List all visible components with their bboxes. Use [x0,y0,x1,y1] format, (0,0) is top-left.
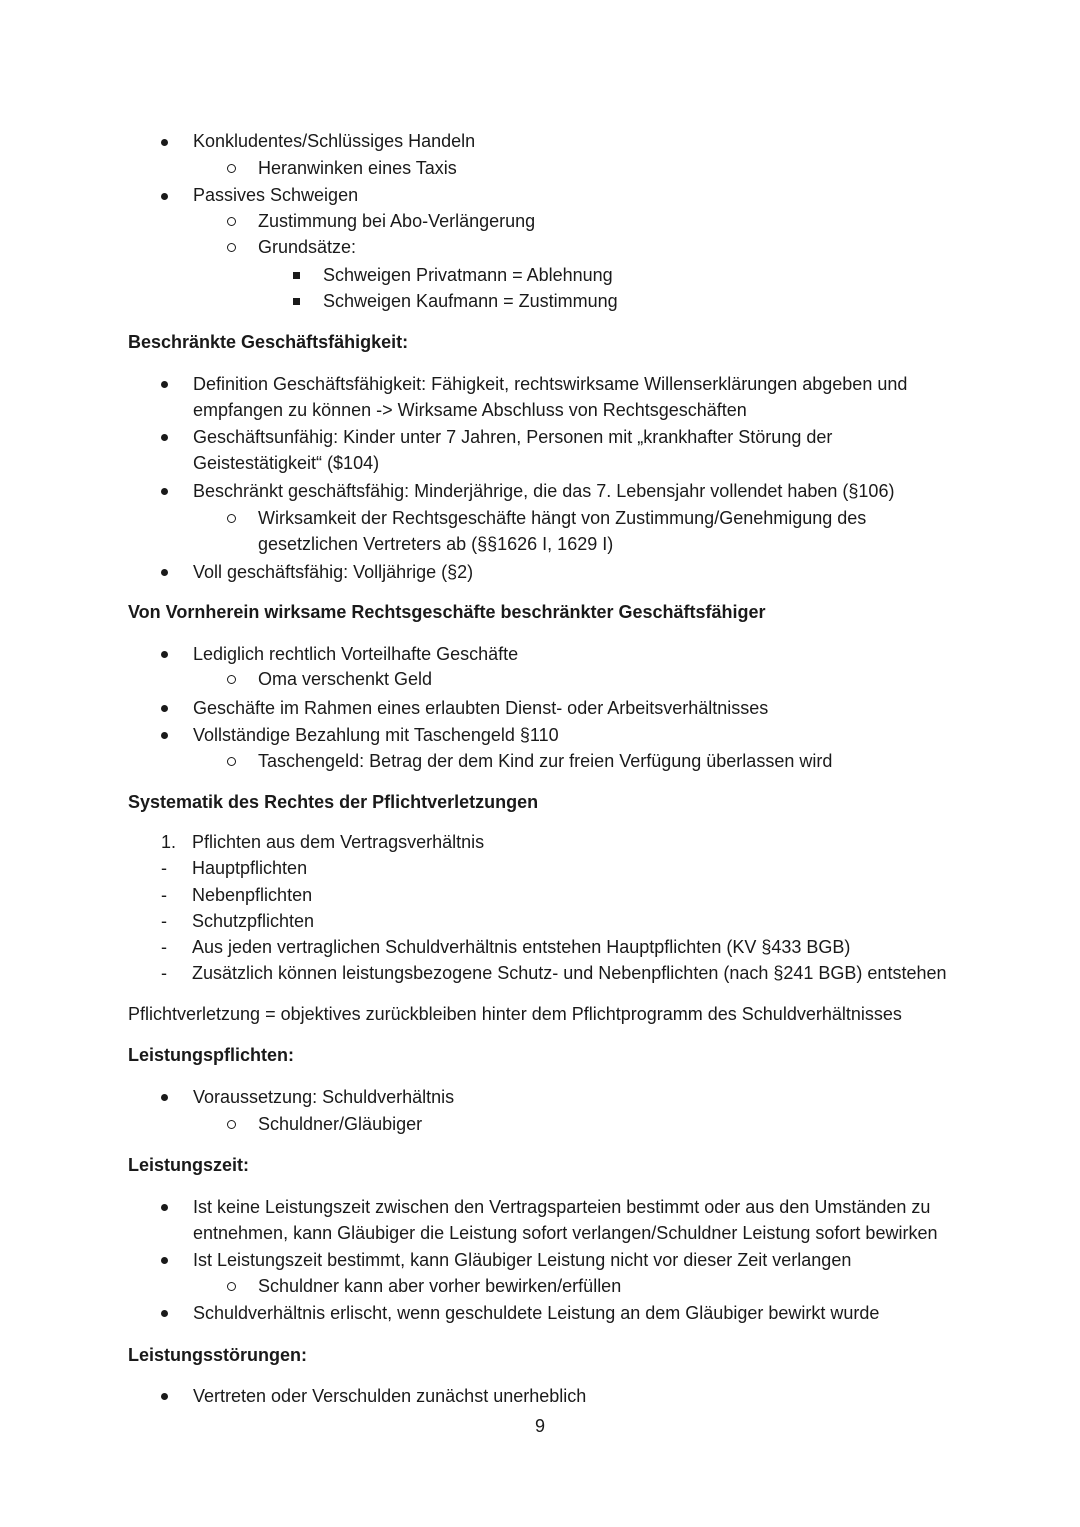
dash-item: Zusätzlich können leistungsbezogene Schutz- und Nebenpflichten (nach §241 BGB) entstehen [192,963,947,983]
dash-item: Hauptpflichten [192,858,308,878]
list-item: Beschränkt geschäftsfähig: Minderjährige, die das 7. Lebensjahr vollendet haben (§106) [193,481,895,501]
numbered-marker: 1. [161,832,177,852]
section-heading: Leistungsstörungen: [128,1345,307,1365]
list-subitem: Grundsätze: [258,237,357,257]
bullet-marker [161,559,168,585]
bullet-marker [161,641,168,667]
list-subitem-continuation: gesetzlichen Vertreters ab (§§1626 I, 1629 I) [258,534,614,554]
bullet-marker [161,424,168,450]
circle-marker [227,505,236,531]
list-subitem: Heranwinken eines Taxis [258,158,457,178]
circle-marker [227,666,236,692]
bullet-marker [161,478,168,504]
list-subitem: Schuldner kann aber vorher bewirken/erfüllen [258,1276,622,1296]
section-heading: Leistungspflichten: [128,1045,294,1065]
list-item: Geschäftsunfähig: Kinder unter 7 Jahren, Personen mit „krankhafter Störung der [193,427,833,447]
circle-marker [227,1273,236,1299]
list-subitem: Taschengeld: Betrag der dem Kind zur freien Verfügung überlassen wird [258,751,833,771]
square-marker [293,262,300,288]
list-item: Schuldverhältnis erlischt, wenn geschuldete Leistung an dem Gläubiger bewirkt wurde [193,1303,880,1323]
list-item: Voraussetzung: Schuldverhältnis [193,1087,455,1107]
section-heading: Leistungszeit: [128,1155,250,1175]
bullet-marker [161,371,168,397]
bullet-marker [161,129,168,155]
page-number: 9 [534,1416,545,1436]
list-item: Konkludentes/Schlüssiges Handeln [193,131,476,151]
list-subsubitem: Schweigen Kaufmann = Zustimmung [323,291,618,311]
square-marker [293,288,300,314]
dash-item: Nebenpflichten [192,885,313,905]
list-subitem: Wirksamkeit der Rechtsgeschäfte hängt von Zustimmung/Genehmigung des [258,508,867,528]
list-item-continuation: entnehmen, kann Gläubiger die Leistung sofort verlangen/Schuldner Leistung sofort bewirken [193,1223,938,1243]
list-item: Lediglich rechtlich Vorteilhafte Geschäfte [193,644,519,664]
numbered-item: Pflichten aus dem Vertragsverhältnis [192,832,485,852]
list-item: Passives Schweigen [193,185,359,205]
list-subitem: Zustimmung bei Abo-Verlängerung [258,211,536,231]
list-item-continuation: empfangen zu können -> Wirksame Abschluss von Rechtsgeschäften [193,400,747,420]
list-subitem: Schuldner/Gläubiger [258,1114,423,1134]
list-item-continuation: Geistestätigkeit“ ($104) [193,453,380,473]
dash-item: Schutzpflichten [192,911,315,931]
list-item: Definition Geschäftsfähigkeit: Fähigkeit, rechtswirksame Willenserklärungen abgeben und [193,374,908,394]
list-subitem: Oma verschenkt Geld [258,669,433,689]
dash-item: Aus jeden vertraglichen Schuldverhältnis entstehen Hauptpflichten (KV §433 BGB) [192,937,851,957]
list-item: Vertreten oder Verschulden zunächst unerheblich [193,1386,587,1406]
list-item: Geschäfte im Rahmen eines erlaubten Dienst- oder Arbeitsverhältnisses [193,698,769,718]
dash-marker: - [161,885,167,905]
paragraph: Pflichtverletzung = objektives zurückbleiben hinter dem Pflichtprogramm des Schuldverhältnisses [128,1004,902,1024]
bullet-marker [161,695,168,721]
bullet-marker [161,1084,168,1110]
list-item: Ist keine Leistungszeit zwischen den Vertragsparteien bestimmt oder aus den Umständen zu [193,1197,931,1217]
bullet-marker [161,1383,168,1409]
bullet-marker [161,183,168,209]
section-heading: Von Vornherein wirksame Rechtsgeschäfte beschränkter Geschäftsfähiger [128,602,766,622]
dash-marker: - [161,911,167,931]
dash-marker: - [161,963,167,983]
list-subsubitem: Schweigen Privatmann = Ablehnung [323,265,613,285]
circle-marker [227,208,236,234]
section-heading: Systematik des Rechtes der Pflichtverletzungen [128,792,539,812]
bullet-marker [161,1247,168,1273]
circle-marker [227,748,236,774]
bullet-marker [161,1300,168,1326]
section-heading: Beschränkte Geschäftsfähigkeit: [128,332,409,352]
list-item: Voll geschäftsfähig: Volljährige (§2) [193,562,474,582]
list-item: Vollständige Bezahlung mit Taschengeld §110 [193,725,559,745]
bullet-marker [161,722,168,748]
list-item: Ist Leistungszeit bestimmt, kann Gläubiger Leistung nicht vor dieser Zeit verlangen [193,1250,852,1270]
circle-marker [227,155,236,181]
dash-marker: - [161,858,167,878]
circle-marker [227,234,236,260]
circle-marker [227,1111,236,1137]
bullet-marker [161,1194,168,1220]
dash-marker: - [161,937,167,957]
